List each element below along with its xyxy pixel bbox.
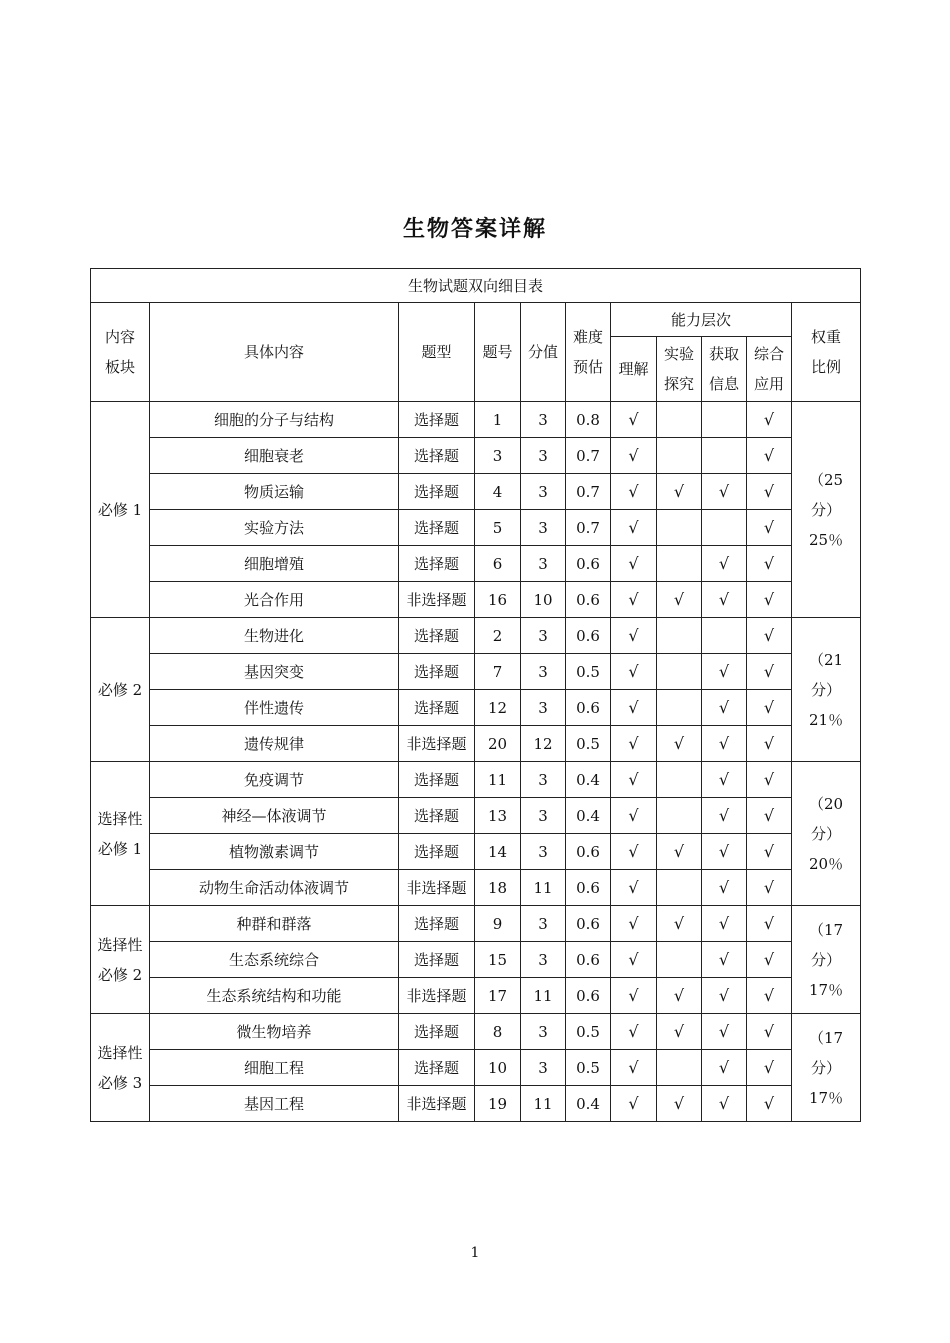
score-cell: 12 [521,726,566,762]
type-cell: 选择题 [399,438,475,474]
table-row [91,978,861,1014]
check-mark-icon: √ [763,553,775,573]
ability-information-cell [702,582,747,618]
ability-application-cell [747,510,792,546]
check-mark-icon: √ [673,913,685,933]
score-cell: 3 [521,834,566,870]
table-row [91,1050,861,1086]
difficulty-cell: 0.4 [566,1086,611,1122]
ability-information-cell [702,906,747,942]
score-cell: 11 [521,870,566,906]
number-cell: 5 [475,510,521,546]
header-weight: 权重 比例 [792,303,861,402]
ability-experiment-cell [657,618,702,654]
check-mark-icon: √ [628,949,639,969]
header-content: 具体内容 [150,303,399,402]
ability-application-cell [747,726,792,762]
score-cell: 10 [521,582,566,618]
weight-cell: （17 分） 17％ [792,906,861,1014]
ability-application-cell [747,1086,792,1122]
number-cell: 20 [475,726,521,762]
difficulty-cell: 0.6 [566,582,611,618]
ability-application-cell [747,582,792,618]
check-mark-icon: √ [763,1021,775,1041]
ability-information-cell [702,402,747,438]
content-cell: 生态系统结构和功能 [150,978,399,1014]
ability-understand-cell [611,942,657,978]
ability-experiment-cell [657,474,702,510]
check-mark-icon: √ [763,769,775,789]
module-cell: 选择性 必修 2 [91,906,150,1014]
ability-information-cell [702,834,747,870]
weight-cell: （20 分） 20％ [792,762,861,906]
ability-application-cell [747,798,792,834]
ability-experiment-cell [657,798,702,834]
score-cell: 3 [521,618,566,654]
table-row [91,474,861,510]
ability-experiment-cell [657,438,702,474]
ability-application-cell [747,690,792,726]
type-cell: 选择题 [399,690,475,726]
ability-understand-cell [611,870,657,906]
ability-information-cell [702,474,747,510]
type-cell: 选择题 [399,474,475,510]
number-cell: 8 [475,1014,521,1050]
check-mark-icon: √ [763,1057,775,1077]
check-mark-icon: √ [763,913,775,933]
check-mark-icon: √ [718,1093,730,1113]
number-cell: 18 [475,870,521,906]
check-mark-icon: √ [763,877,775,897]
content-cell: 细胞的分子与结构 [150,402,399,438]
header-number: 题号 [475,303,521,402]
ability-information-cell [702,438,747,474]
ability-information-cell [702,690,747,726]
check-mark-icon: √ [673,1093,685,1113]
difficulty-cell: 0.6 [566,618,611,654]
check-mark-icon: √ [628,697,639,717]
check-mark-icon: √ [763,589,775,609]
table-row [91,654,861,690]
ability-application-cell [747,438,792,474]
table-row [91,1014,861,1050]
content-cell: 实验方法 [150,510,399,546]
content-cell: 神经—体液调节 [150,798,399,834]
score-cell: 3 [521,798,566,834]
module-cell: 必修 1 [91,402,150,618]
table-row [91,906,861,942]
check-mark-icon: √ [718,877,730,897]
score-cell: 3 [521,654,566,690]
ability-experiment-cell [657,978,702,1014]
type-cell: 选择题 [399,654,475,690]
content-cell: 物质运输 [150,474,399,510]
ability-experiment-cell [657,762,702,798]
ability-information-cell [702,798,747,834]
check-mark-icon: √ [628,409,639,429]
difficulty-cell: 0.6 [566,834,611,870]
table-row [91,798,861,834]
content-cell: 植物激素调节 [150,834,399,870]
weight-cell: （25 分） 25％ [792,402,861,618]
header-ability-understand: 理解 [611,337,657,402]
ability-application-cell [747,978,792,1014]
difficulty-cell: 0.7 [566,474,611,510]
ability-application-cell [747,474,792,510]
check-mark-icon: √ [628,1021,639,1041]
ability-understand-cell [611,582,657,618]
type-cell: 选择题 [399,402,475,438]
type-cell: 选择题 [399,1014,475,1050]
check-mark-icon: √ [718,949,730,969]
check-mark-icon: √ [763,841,775,861]
ability-understand-cell [611,906,657,942]
table-row [91,438,861,474]
check-mark-icon: √ [718,1057,730,1077]
ability-application-cell [747,906,792,942]
ability-application-cell [747,834,792,870]
ability-application-cell [747,654,792,690]
check-mark-icon: √ [628,805,639,825]
check-mark-icon: √ [628,769,639,789]
check-mark-icon: √ [673,841,685,861]
difficulty-cell: 0.5 [566,726,611,762]
table-row [91,942,861,978]
content-cell: 伴性遗传 [150,690,399,726]
ability-experiment-cell [657,1050,702,1086]
type-cell: 选择题 [399,834,475,870]
ability-application-cell [747,762,792,798]
ability-information-cell [702,978,747,1014]
ability-experiment-cell [657,870,702,906]
ability-experiment-cell [657,942,702,978]
ability-experiment-cell [657,906,702,942]
ability-understand-cell [611,546,657,582]
ability-experiment-cell [657,582,702,618]
ability-experiment-cell [657,654,702,690]
header-difficulty: 难度 预估 [566,303,611,402]
ability-experiment-cell [657,402,702,438]
check-mark-icon: √ [718,553,730,573]
ability-application-cell [747,546,792,582]
table-row [91,762,861,798]
check-mark-icon: √ [628,481,639,501]
ability-understand-cell [611,510,657,546]
ability-understand-cell [611,762,657,798]
spec-table [90,268,861,1122]
difficulty-cell: 0.4 [566,762,611,798]
content-cell: 基因突变 [150,654,399,690]
check-mark-icon: √ [628,1093,639,1113]
check-mark-icon: √ [628,913,639,933]
check-mark-icon: √ [628,445,639,465]
check-mark-icon: √ [718,1021,730,1041]
type-cell: 选择题 [399,510,475,546]
ability-understand-cell [611,1050,657,1086]
number-cell: 12 [475,690,521,726]
header-ability: 能力层次 [611,303,792,337]
difficulty-cell: 0.6 [566,978,611,1014]
header-type: 题型 [399,303,475,402]
page-title: 生物答案详解 [402,217,547,242]
content-cell: 细胞增殖 [150,546,399,582]
content-cell: 动物生命活动体液调节 [150,870,399,906]
content-cell: 生态系统综合 [150,942,399,978]
table-row [91,618,861,654]
header-ability-experiment: 实验 探究 [657,337,702,402]
difficulty-cell: 0.5 [566,654,611,690]
check-mark-icon: √ [673,733,685,753]
score-cell: 3 [521,510,566,546]
difficulty-cell: 0.4 [566,798,611,834]
content-cell: 免疫调节 [150,762,399,798]
check-mark-icon: √ [763,805,775,825]
number-cell: 17 [475,978,521,1014]
check-mark-icon: √ [718,697,730,717]
difficulty-cell: 0.6 [566,870,611,906]
table-row [91,690,861,726]
ability-understand-cell [611,438,657,474]
number-cell: 9 [475,906,521,942]
content-cell: 光合作用 [150,582,399,618]
ability-experiment-cell [657,546,702,582]
ability-information-cell [702,726,747,762]
header-ability-information: 获取 信息 [702,337,747,402]
check-mark-icon: √ [718,481,730,501]
table-caption: 生物试题双向细目表 [91,269,861,303]
weight-cell: （17 分） 17％ [792,1014,861,1122]
ability-application-cell [747,1014,792,1050]
type-cell: 非选择题 [399,870,475,906]
header-score: 分值 [521,303,566,402]
check-mark-icon: √ [718,733,730,753]
ability-experiment-cell [657,726,702,762]
table-row [91,834,861,870]
ability-understand-cell [611,690,657,726]
table-row [91,870,861,906]
check-mark-icon: √ [628,589,639,609]
ability-information-cell [702,618,747,654]
ability-understand-cell [611,474,657,510]
score-cell: 3 [521,762,566,798]
ability-experiment-cell [657,834,702,870]
check-mark-icon: √ [628,625,639,645]
check-mark-icon: √ [718,985,730,1005]
check-mark-icon: √ [763,661,775,681]
table-row [91,402,861,438]
difficulty-cell: 0.7 [566,438,611,474]
number-cell: 4 [475,474,521,510]
type-cell: 选择题 [399,798,475,834]
type-cell: 选择题 [399,942,475,978]
ability-information-cell [702,1014,747,1050]
type-cell: 非选择题 [399,978,475,1014]
ability-understand-cell [611,1086,657,1122]
page-number: 1 [470,1245,480,1261]
table-row [91,582,861,618]
score-cell: 3 [521,438,566,474]
score-cell: 3 [521,1014,566,1050]
table-row [91,510,861,546]
score-cell: 3 [521,690,566,726]
ability-application-cell [747,402,792,438]
module-cell: 选择性 必修 1 [91,762,150,906]
number-cell: 10 [475,1050,521,1086]
check-mark-icon: √ [718,661,730,681]
ability-information-cell [702,942,747,978]
number-cell: 19 [475,1086,521,1122]
ability-understand-cell [611,618,657,654]
number-cell: 16 [475,582,521,618]
check-mark-icon: √ [718,913,730,933]
table-row [91,1086,861,1122]
check-mark-icon: √ [763,733,775,753]
score-cell: 3 [521,1050,566,1086]
check-mark-icon: √ [763,985,775,1005]
weight-cell: （21 分） 21％ [792,618,861,762]
check-mark-icon: √ [763,481,775,501]
check-mark-icon: √ [628,877,639,897]
check-mark-icon: √ [673,481,685,501]
module-cell: 选择性 必修 3 [91,1014,150,1122]
content-cell: 生物进化 [150,618,399,654]
difficulty-cell: 0.7 [566,510,611,546]
ability-understand-cell [611,402,657,438]
score-cell: 3 [521,942,566,978]
ability-information-cell [702,1050,747,1086]
ability-understand-cell [611,654,657,690]
number-cell: 3 [475,438,521,474]
check-mark-icon: √ [718,589,730,609]
number-cell: 2 [475,618,521,654]
check-mark-icon: √ [628,517,639,537]
number-cell: 7 [475,654,521,690]
score-cell: 3 [521,906,566,942]
check-mark-icon: √ [628,733,639,753]
check-mark-icon: √ [628,985,639,1005]
check-mark-icon: √ [628,661,639,681]
check-mark-icon: √ [763,949,775,969]
number-cell: 1 [475,402,521,438]
score-cell: 11 [521,978,566,1014]
difficulty-cell: 0.5 [566,1050,611,1086]
check-mark-icon: √ [628,841,639,861]
ability-understand-cell [611,834,657,870]
content-cell: 遗传规律 [150,726,399,762]
check-mark-icon: √ [718,769,730,789]
check-mark-icon: √ [763,409,775,429]
ability-information-cell [702,510,747,546]
difficulty-cell: 0.6 [566,906,611,942]
difficulty-cell: 0.6 [566,546,611,582]
number-cell: 13 [475,798,521,834]
type-cell: 非选择题 [399,1086,475,1122]
content-cell: 种群和群落 [150,906,399,942]
check-mark-icon: √ [763,625,775,645]
ability-application-cell [747,1050,792,1086]
check-mark-icon: √ [763,1093,775,1113]
ability-application-cell [747,942,792,978]
difficulty-cell: 0.6 [566,690,611,726]
type-cell: 选择题 [399,546,475,582]
ability-experiment-cell [657,1014,702,1050]
score-cell: 3 [521,402,566,438]
ability-information-cell [702,762,747,798]
number-cell: 15 [475,942,521,978]
module-cell: 必修 2 [91,618,150,762]
content-cell: 基因工程 [150,1086,399,1122]
content-cell: 细胞工程 [150,1050,399,1086]
ability-experiment-cell [657,690,702,726]
score-cell: 3 [521,546,566,582]
ability-understand-cell [611,798,657,834]
check-mark-icon: √ [718,841,730,861]
type-cell: 选择题 [399,618,475,654]
difficulty-cell: 0.6 [566,942,611,978]
number-cell: 11 [475,762,521,798]
score-cell: 3 [521,474,566,510]
header-ability-application: 综合 应用 [747,337,792,402]
ability-application-cell [747,618,792,654]
ability-experiment-cell [657,510,702,546]
check-mark-icon: √ [763,517,775,537]
ability-understand-cell [611,978,657,1014]
table-row [91,546,861,582]
type-cell: 非选择题 [399,582,475,618]
number-cell: 14 [475,834,521,870]
difficulty-cell: 0.8 [566,402,611,438]
table-container [90,268,860,1122]
check-mark-icon: √ [763,445,775,465]
ability-information-cell [702,1086,747,1122]
ability-understand-cell [611,726,657,762]
check-mark-icon: √ [763,697,775,717]
ability-information-cell [702,546,747,582]
check-mark-icon: √ [718,805,730,825]
table-row [91,726,861,762]
type-cell: 非选择题 [399,726,475,762]
check-mark-icon: √ [628,1057,639,1077]
ability-information-cell [702,654,747,690]
score-cell: 11 [521,1086,566,1122]
type-cell: 选择题 [399,762,475,798]
check-mark-icon: √ [673,589,685,609]
type-cell: 选择题 [399,1050,475,1086]
ability-information-cell [702,870,747,906]
check-mark-icon: √ [673,985,685,1005]
content-cell: 细胞衰老 [150,438,399,474]
check-mark-icon: √ [673,1021,685,1041]
ability-understand-cell [611,1014,657,1050]
difficulty-cell: 0.5 [566,1014,611,1050]
type-cell: 选择题 [399,906,475,942]
ability-application-cell [747,870,792,906]
content-cell: 微生物培养 [150,1014,399,1050]
number-cell: 6 [475,546,521,582]
check-mark-icon: √ [628,553,639,573]
header-module: 内容 板块 [91,303,150,402]
ability-experiment-cell [657,1086,702,1122]
